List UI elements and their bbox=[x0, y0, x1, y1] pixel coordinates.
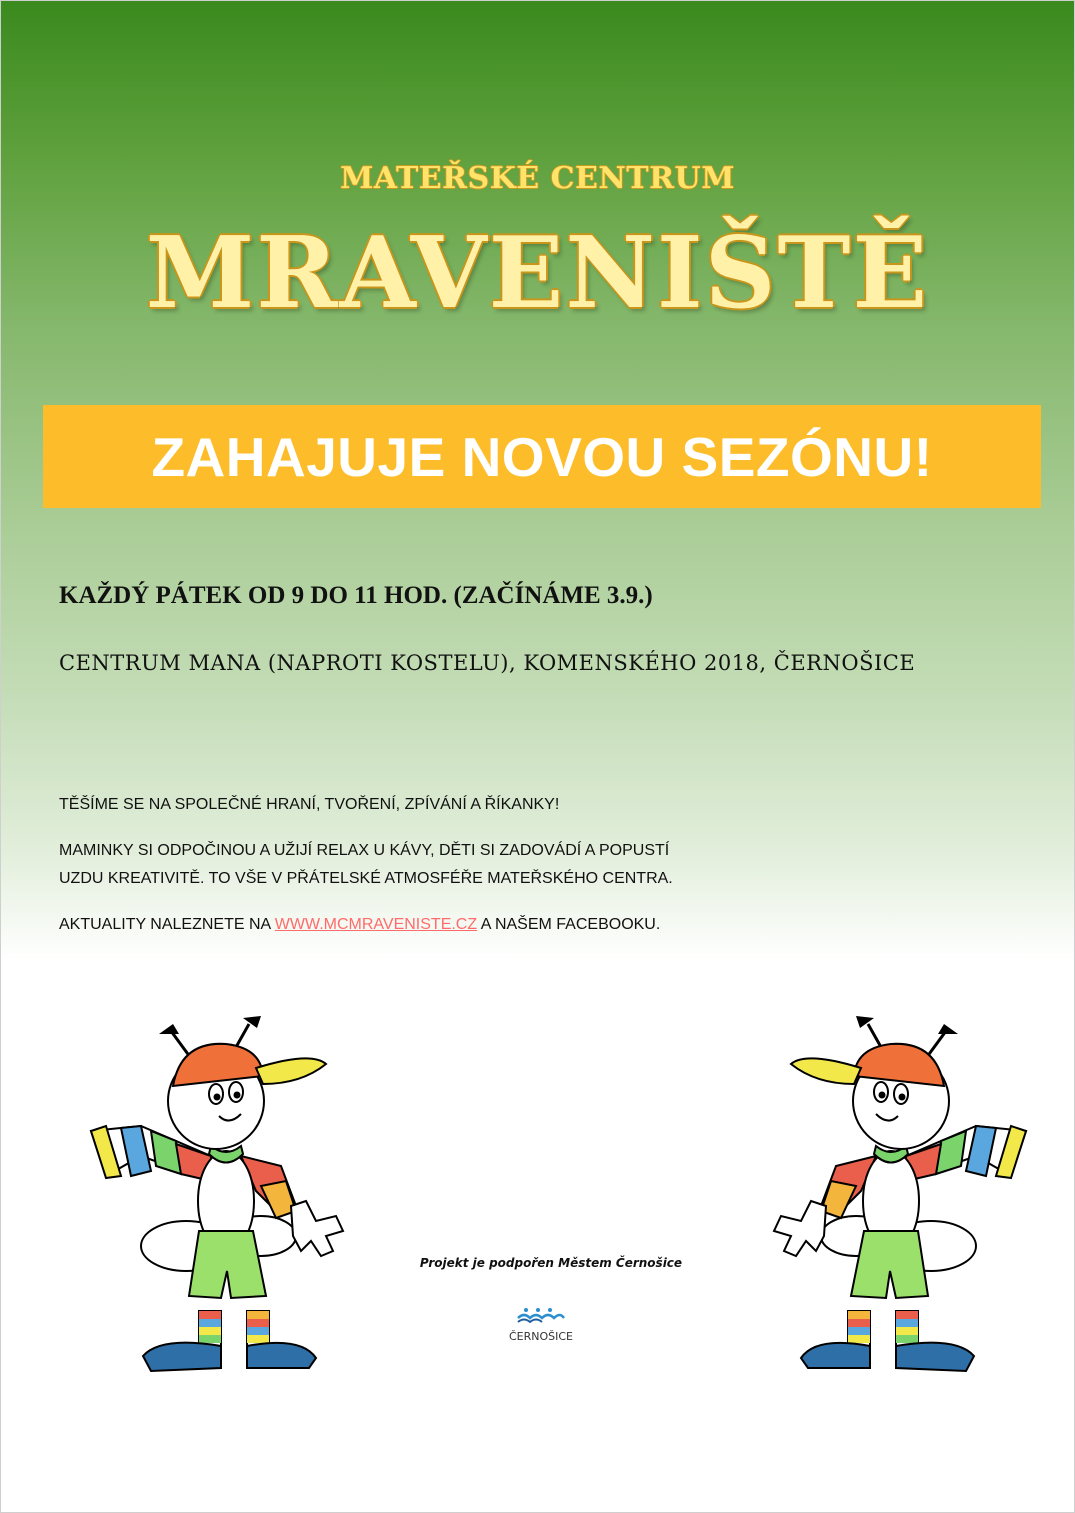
cernosice-logo bbox=[491, 1306, 591, 1356]
news-text-before: AKTUALITY NALEZNETE NA bbox=[59, 916, 271, 933]
cernosice-logo-icon bbox=[516, 1306, 566, 1324]
ant-mascot-icon bbox=[91, 1016, 343, 1371]
address-text: CENTRUM MANA (NAPROTI KOSTELU), KOMENSKÉHO 2018, ČERNOŠICE bbox=[59, 651, 916, 675]
paragraph-relax bbox=[59, 837, 673, 893]
ant-mascot-icon bbox=[774, 1016, 1026, 1371]
city-logo-text: ČERNOŠICE bbox=[508, 1330, 574, 1343]
paragraph-activities: TĚŠÍME SE NA SPOLEČNÉ HRANÍ, TVOŘENÍ, ZPÍVÁNÍ A ŘÍKANKY! bbox=[59, 796, 560, 813]
season-banner bbox=[43, 405, 1041, 508]
ant-mascot-icon-right bbox=[756, 1006, 1036, 1386]
schedule-text: KAŽDÝ PÁTEK OD 9 DO 11 HOD. (ZAČÍNÁME 3.9.) bbox=[59, 582, 653, 609]
sponsor-text: Projekt je podpořen Městem Černošice bbox=[419, 1256, 683, 1270]
paragraph-news bbox=[59, 911, 660, 939]
website-link[interactable]: WWW.MCMRAVENISTE.CZ bbox=[274, 916, 478, 933]
poster-subtitle: MATEŘSKÉ CENTRUM bbox=[340, 161, 735, 196]
news-text-after: A NAŠEM FACEBOOKU. bbox=[480, 916, 661, 933]
paragraph-relax-line2: UZDU KREATIVITĚ. TO VŠE V PŘÁTELSKÉ ATMOSFÉŘE MATEŘSKÉHO CENTRA. bbox=[59, 870, 673, 887]
paragraph-relax-line1: MAMINKY SI ODPOČINOU A UŽIJÍ RELAX U KÁVY, DĚTI SI ZADOVÁDÍ A POPUSTÍ bbox=[59, 842, 670, 859]
banner-text: ZAHAJUJE NOVOU SEZÓNU! bbox=[151, 425, 933, 488]
poster-title: MRAVENIŠTĚ bbox=[145, 216, 930, 331]
ant-mascot-icon-left bbox=[81, 1006, 361, 1386]
